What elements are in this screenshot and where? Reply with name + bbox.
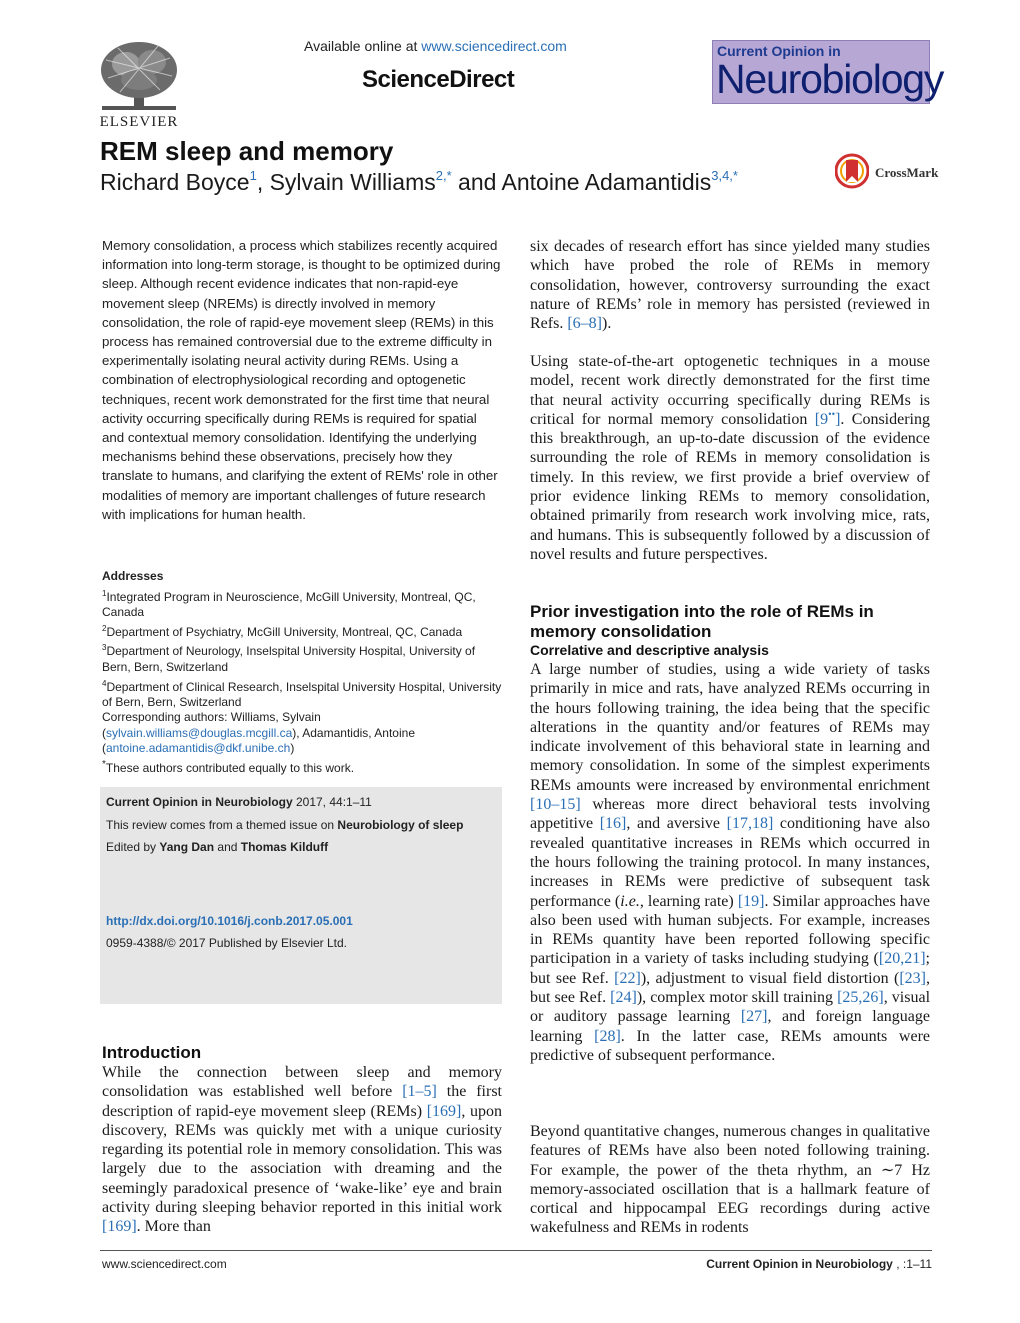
address-text: Integrated Program in Neuroscience, McGill University, Montreal, QC, Canada — [102, 589, 476, 620]
right-paragraph-1 — [530, 237, 930, 333]
paragraph-text: . In the latter case, REMs amounts were predictive of subsequent performance. — [530, 1027, 930, 1064]
footer-citation — [706, 1257, 932, 1271]
addresses-heading: Addresses — [102, 569, 164, 583]
paragraph-text: . More than — [136, 1218, 211, 1236]
note-text: These authors contributed equally to this work. — [105, 760, 355, 775]
address-item — [102, 676, 502, 711]
available-online-prefix: Available online at — [304, 38, 422, 54]
subsection-heading: Correlative and descriptive analysis — [530, 642, 769, 658]
reference-link[interactable]: [9 — [814, 410, 829, 428]
reference-link[interactable]: [169] — [102, 1218, 137, 1236]
corresponding-email-line: (sylvain.williams@douglas.mcgill.ca), Adamantidis, Antoine — [102, 725, 415, 740]
footer-url: www.sciencedirect.com — [102, 1257, 227, 1271]
reference-link[interactable]: ] — [835, 410, 841, 428]
author-name: Sylvain Williams — [269, 169, 436, 195]
address-text: Department of Psychiatry, McGill University, Montreal, QC, Canada — [106, 624, 463, 639]
reference-link[interactable]: [19] — [737, 892, 765, 910]
address-number: 2 — [102, 623, 107, 633]
paragraph-text: conditioning have also revealed quantitative increases in REMs which occurred in the hours following the training protocol. In many instances, increases in REMs were predictive of subsequent task performance ( — [530, 815, 931, 910]
paragraph-text: While the connection between sleep and memory consolidation was established well before — [102, 1064, 502, 1101]
reference-link[interactable]: [17,18] — [726, 815, 774, 833]
reference-link[interactable]: [16] — [599, 815, 627, 833]
reference-link[interactable]: [24] — [610, 989, 637, 1007]
available-online-text — [304, 38, 567, 54]
sciencedirect-link[interactable]: www.sciencedirect.com — [421, 38, 567, 54]
citation-volume: 2017, 44:1–11 — [292, 795, 372, 809]
paragraph-text: . Similar approaches have also been used with human subjects. For example, increases in REMs quantity have been reported following specific participation in a variety of tasks including studying ( — [530, 892, 931, 968]
paragraph-text: the first description of rapid-eye movement sleep (REMs) — [102, 1083, 502, 1120]
section-heading: Prior investigation into the role of REMs in memory consolidation — [530, 602, 874, 641]
intro-paragraph — [102, 1063, 502, 1237]
paragraph-text: ). — [601, 315, 612, 333]
paragraph-text: , learning rate) — [639, 892, 738, 910]
corresponding-prefix: Corresponding authors: Williams, Sylvain — [102, 710, 321, 724]
author-list — [100, 168, 738, 196]
corresponding-mid: ), Adamantidis, Antoine — [292, 725, 415, 740]
reference-link[interactable]: [20,21] — [878, 950, 926, 968]
note-mark: * — [102, 758, 106, 770]
address-number: 1 — [102, 588, 107, 598]
paragraph-text: whereas more direct behavioral tests involving appetitive — [530, 796, 930, 833]
article-title: REM sleep and memory — [100, 136, 394, 166]
paragraph-text: six decades of research effort has since yielded many studies which have probed the role of REMs in memory consolidation, however, controversy surrounding the exact nature of REMs’ role in memory has persisted (reviewed in Refs. — [530, 238, 930, 333]
paragraph-text: , and aversive — [626, 815, 727, 833]
reference-link[interactable]: [22] — [614, 969, 641, 987]
footer-pages: , :1–11 — [892, 1257, 932, 1271]
crossmark-label: CrossMark — [875, 165, 939, 180]
crossmark-icon — [835, 152, 869, 194]
sciencedirect-wordmark: ScienceDirect — [362, 66, 515, 93]
elsevier-tree-icon — [98, 40, 180, 112]
journal-logo[interactable] — [712, 40, 944, 104]
reference-link[interactable]: [1–5] — [402, 1083, 437, 1101]
email-link-adamantidis[interactable]: antoine.adamantidis@dkf.unibe.ch — [106, 741, 291, 756]
abstract-section — [102, 236, 502, 524]
address-number: 3 — [102, 643, 107, 653]
reference-link[interactable]: [23] — [899, 969, 926, 987]
journal-logo-subtitle: Current Opinion in — [717, 43, 841, 59]
paragraph-text: ; but see Ref. — [530, 950, 930, 987]
address-number: 4 — [102, 678, 107, 688]
address-item — [102, 586, 502, 621]
reference-link[interactable]: [27] — [740, 1008, 768, 1026]
paragraph-text: , but see Ref. — [530, 969, 930, 1007]
reference-link[interactable]: [169] — [426, 1102, 462, 1120]
addresses-list — [102, 586, 502, 711]
copyright-line: 0959-4388/© 2017 Published by Elsevier Ltd. — [106, 936, 348, 950]
author-affiliation-mark[interactable]: 2,* — [435, 168, 452, 183]
author-name: Antoine Adamantidis — [501, 169, 712, 195]
right-paragraph-4: Beyond quantitative changes, numerous changes in qualitative features of REMs have also been noted following training. For example, the power of the theta rhythm, an ∼7 Hz memory-associated oscillation that is a hallmark feature of cortical and hippocampal EEG recordings during active wakefulness and REMs in rodents — [530, 1123, 930, 1237]
author-affiliation-mark[interactable]: 1 — [249, 168, 257, 183]
author-separator: and — [451, 169, 502, 195]
editor-and: and — [214, 840, 241, 854]
italic-text: i.e. — [620, 892, 640, 910]
right-paragraph-3 — [530, 660, 930, 1065]
intro-heading: Introduction — [102, 1043, 202, 1062]
abstract-text: Memory consolidation, a process which stabilizes recently acquired information into long-term storage, is thought to be optimized during sleep. Although recent evidence indicates that non-rapid-eye movement sleep (NREMs) is directly involved in memory consolidation, the role of rapid-eye movement sleep (REMs) in this process has remained controversial due to the extreme difficulty in experimentally isolating neural activity during REMs. Using a combination of electrophysiological recording and optogenetic techniques, recent work demonstrated for the first time that neural activity occurring specifically during REMs is required for spatial and contextual memory consolidation. Identifying the underlying mechanisms behind these observations, precisely how they translate to humans, and clarifying the extent of REMs' role in other modalities of memory are important challenges of future research with implications for human health. — [102, 238, 501, 522]
paragraph-text: . Considering this breakthrough, an up-to-date discussion of the evidence surrounding the role of REMs in memory consolidation is timely. In this review, we first provide a brief overview of prior evidence linking REMs to memory consolidation, obtained primarily from research work involving mice, rats, and humans. This is subsequently followed by a discussion of novel results and future perspectives. — [530, 410, 931, 563]
equal-contribution-note — [102, 757, 502, 777]
footer-journal: Current Opinion in Neurobiology — [706, 1257, 893, 1271]
reference-link[interactable]: [25,26] — [837, 989, 884, 1007]
doi-line — [106, 914, 353, 928]
right-paragraph-2 — [530, 352, 930, 564]
paragraph-text: , and foreign language learning — [530, 1008, 931, 1045]
address-text: Department of Neurology, Inselspital University Hospital, University of Bern, Bern, Switzerland — [102, 644, 476, 674]
article-info-box — [100, 787, 502, 1004]
paragraph-text: , visual or auditory passage learning — [530, 989, 931, 1026]
theme-name: Neurobiology of sleep — [337, 818, 464, 832]
address-text: Department of Clinical Research, Inselspital University Hospital, University of Bern, Bern, Switzerland — [102, 679, 502, 710]
journal-logo-name: Neurobiology — [716, 56, 944, 102]
author-affiliation-mark[interactable]: 3,4,* — [711, 168, 738, 183]
corresponding-email-line-2: (antoine.adamantidis@dkf.unibe.ch) — [102, 741, 295, 756]
addresses-section — [102, 569, 502, 711]
editors-line — [106, 840, 328, 854]
edited-prefix: Edited by — [106, 840, 160, 854]
author-name: Richard Boyce — [100, 169, 250, 195]
address-item — [102, 621, 502, 641]
corresponding-line — [102, 710, 502, 726]
author-separator: , — [256, 169, 270, 195]
citation-journal: Current Opinion in Neurobiology — [106, 795, 293, 809]
reference-link[interactable]: [6–8] — [567, 315, 602, 333]
paragraph-text: A large number of studies, using a wide variety of tasks primarily in mice and rats, have analyzed REMs occurring in the hours following training, the idea being that the specific alterations in the quantity and/or features of REMs may indicate involvement of this behavioral state in learning and memory consolidation. In some of the simplest experiments REMs amounts were increased by environmental enrichment — [530, 661, 930, 794]
address-item — [102, 640, 502, 675]
elsevier-logo — [98, 40, 180, 130]
footer-divider — [100, 1250, 932, 1251]
citation-line — [106, 795, 372, 809]
reference-link[interactable]: [10–15] — [530, 796, 581, 814]
paragraph-text: , upon discovery, REMs was quickly met with a unique curiosity regarding its potential role in memory consolidation. This was largely due to the association with dreaming and the seemingly paradoxical presence of ‘wake-like’ eye and brain activity during sleeping behavior reported in this initial work — [102, 1102, 503, 1217]
paragraph-text: Using state-of-the-art optogenetic techniques in a mouse model, recent work directly demonstrated for the first time that neural activity occurring specifically during REMs is critical for normal memory consolidation — [530, 353, 930, 428]
editor-1: Yang Dan — [159, 840, 215, 854]
corresponding-authors — [102, 710, 502, 776]
publisher-wordmark: ELSEVIER — [99, 114, 179, 130]
reference-link[interactable]: [28] — [594, 1027, 621, 1045]
reference-annotation: •• — [828, 409, 836, 421]
email-link-williams[interactable]: sylvain.williams@douglas.mcgill.ca — [106, 725, 293, 740]
crossmark-badge[interactable] — [835, 152, 939, 194]
theme-line — [106, 818, 463, 832]
editor-2: Thomas Kilduff — [240, 840, 329, 854]
paragraph-text: ), adjustment to visual field distortion ( — [640, 969, 900, 987]
doi-link[interactable]: http://dx.doi.org/10.1016/j.conb.2017.05.001 — [106, 914, 353, 928]
paragraph-text: ), complex motor skill training — [636, 989, 838, 1007]
theme-prefix: This review comes from a themed issue on — [106, 818, 338, 832]
